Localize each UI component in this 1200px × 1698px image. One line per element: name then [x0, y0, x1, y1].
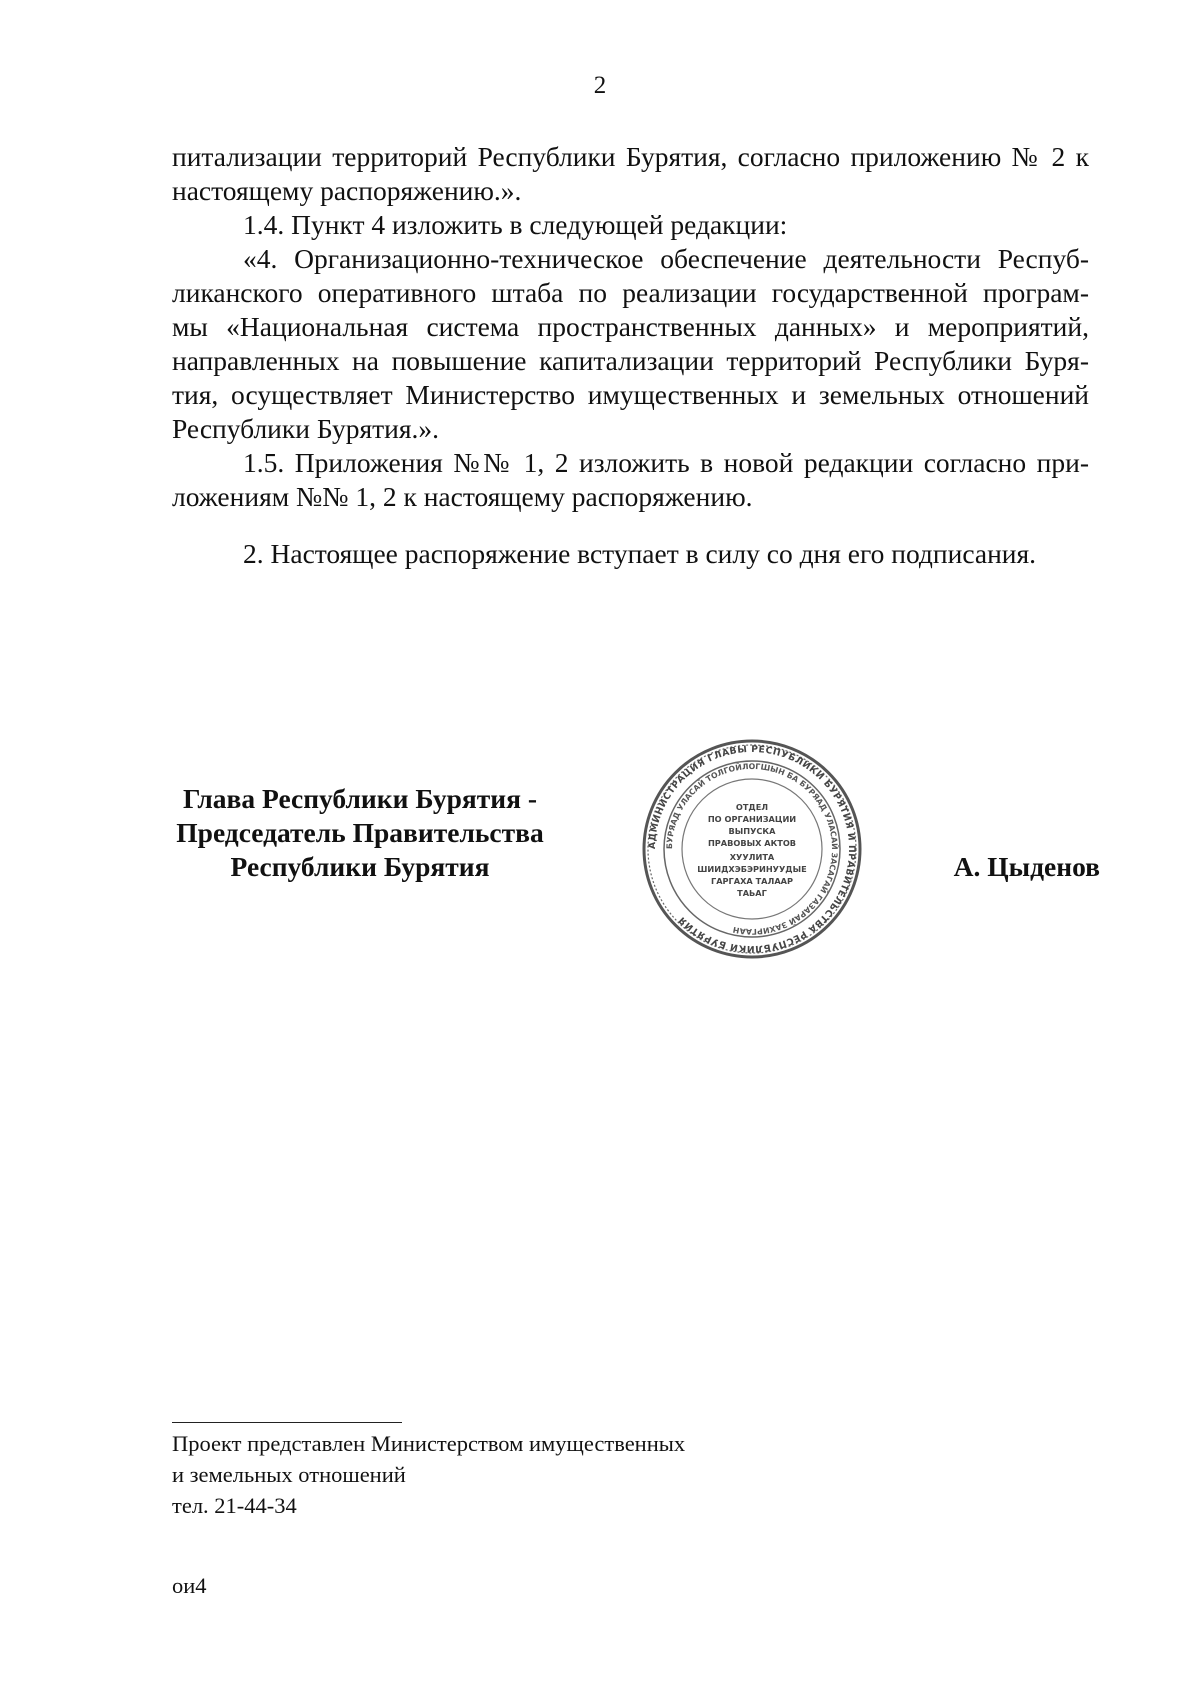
footnote — [172, 1428, 685, 1521]
seal-center-line: ВЫПУСКА — [728, 826, 776, 836]
seal-center-line: ГАРГАХА ТАЛААР — [710, 876, 794, 886]
body-line: направленных на повышение капитализации территорий Республики Буря- — [172, 345, 1089, 376]
signature-title — [160, 782, 560, 884]
seal-center-line: ПО ОРГАНИЗАЦИИ — [707, 814, 797, 824]
body-line: Республики Бурятия.». — [172, 413, 439, 444]
footnote-line: и земельных отношений — [172, 1462, 406, 1487]
body-line: ложениям №№ 1, 2 к настоящему распоряжению. — [172, 481, 753, 512]
official-seal-stamp — [641, 738, 863, 960]
signatory-name: А. Цыденов — [953, 851, 1100, 882]
body-quoted-item-4 — [172, 242, 1089, 446]
svg-text:АДМИНИСТРАЦИЯ ГЛАВЫ РЕСПУБЛИКИ — [647, 744, 857, 954]
signature-title-line: Глава Республики Бурятия - — [182, 783, 538, 814]
body-line: тия, осуществляет Министерство имущественных и земельных отношений — [172, 379, 1089, 410]
body-line: «4. Организационно-техническое обеспечение деятельности Респуб- — [243, 243, 1089, 274]
body-item-1-5 — [172, 446, 1089, 514]
signature-title-line: Республики Бурятия — [230, 851, 490, 882]
body-paragraph-continuation — [172, 140, 1089, 208]
page-number: 2 — [593, 72, 607, 99]
seal-inner-text: БУРЯАД УЛАСАЙ ТОЛГОЙЛОГШЫН БА БУРЯАД УЛАСАЙ ЗАСАГАЙ ГАЗАРАЙ ЗАХИРГААН — [664, 761, 840, 937]
seal-center-line: ШИИДХЭБЭРИНУУДЫЕ — [697, 864, 807, 874]
svg-text:БУРЯАД УЛАСАЙ ТОЛГОЙЛОГШЫН БА — [665, 762, 839, 936]
document-code: ои4 — [172, 1573, 207, 1598]
body-line: ликанского оперативного штаба по реализации государственной програм- — [172, 277, 1089, 308]
seal-center-line: ОТДЕЛ — [735, 802, 769, 812]
footnote-divider — [172, 1422, 402, 1423]
body-line: 2. Настоящее распоряжение вступает в силу со дня его подписания. — [243, 538, 1037, 569]
body-line: настоящему распоряжению.». — [172, 175, 522, 206]
body-line: питализации территорий Республики Бурятия, согласно приложению № 2 к — [172, 141, 1089, 172]
seal-center-line: ТАЬАГ — [737, 888, 767, 898]
footnote-line: Проект представлен Министерством имущественных — [172, 1431, 686, 1456]
seal-outer-text: АДМИНИСТРАЦИЯ ГЛАВЫ РЕСПУБЛИКИ БУРЯТИЯ И ПРАВИТЕЛЬСТВА РЕСПУБЛИКИ БУРЯТИЯ — [646, 743, 858, 955]
body-line: 1.5. Приложения №№ 1, 2 изложить в новой редакции согласно при- — [243, 447, 1089, 478]
seal-center-line: ПРАВОВЫХ АКТОВ — [707, 838, 797, 848]
body-line: 1.4. Пункт 4 изложить в следующей редакции: — [243, 209, 788, 240]
footnote-line: тел. 21-44-34 — [172, 1493, 297, 1518]
body-item-1-4 — [172, 208, 1089, 242]
signature-title-line: Председатель Правительства — [176, 817, 544, 848]
seal-center-line: ХУУЛИТА — [729, 852, 775, 862]
body-line: мы «Национальная система пространственных данных» и мероприятий, — [172, 311, 1089, 342]
body-item-2 — [172, 537, 1089, 571]
